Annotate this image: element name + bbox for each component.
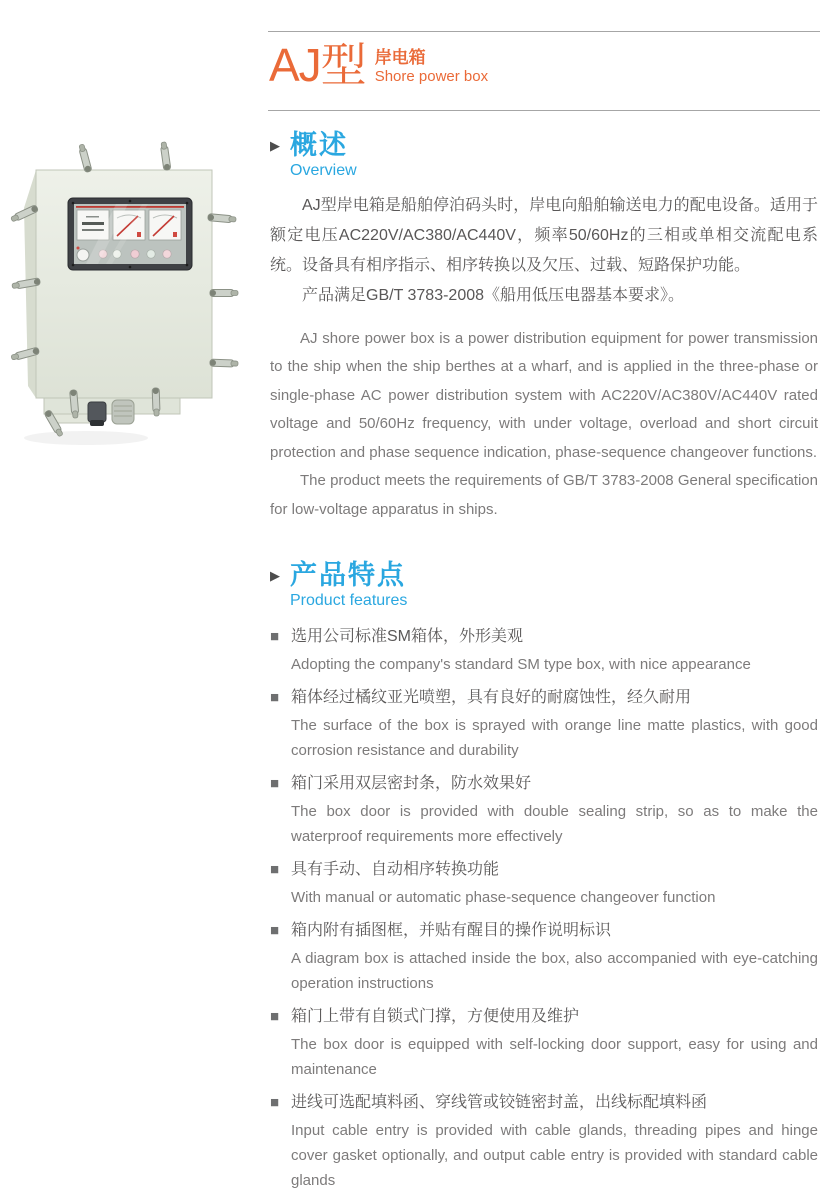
- push-button: [77, 249, 89, 261]
- cable-gland-dark: [88, 402, 106, 426]
- feature-item: [270, 1089, 818, 1193]
- product-subtitle-en: Shore power box: [374, 68, 489, 85]
- bullet-square-icon: ■: [270, 921, 280, 939]
- overview-paragraph-en-1: AJ shore power box is a power distribution equipment for power transmission to the ship when the ship berthes at a wharf, and is applied in the three-phase or single-phase AC power distribution system with AC220V/AC380V/AC440V rated voltage and 50/60Hz frequency, with under voltage, overload and short circuit protection and phase sequence indication, phase-sequence changeover functions.: [270, 329, 818, 461]
- bullet-square-icon: ■: [270, 1007, 280, 1025]
- features-title-en: Product features: [290, 592, 408, 610]
- window-red-strip: [76, 206, 184, 208]
- product-model: AJ型: [269, 39, 366, 91]
- feature-en: Adopting the company's standard SM type box, with nice appearance: [291, 655, 751, 673]
- product-subtitle: [375, 48, 488, 88]
- bullet-square-icon: ■: [270, 774, 280, 792]
- feature-zh: 箱内附有插图框，并贴有醒目的操作说明标识: [291, 921, 612, 939]
- feature-zh: 具有手动、自动相序转换功能: [291, 860, 500, 878]
- overview-paragraph-en-2: The product meets the requirements of GB/T 3783-2008 General specification for low-voltage apparatus in ships.: [270, 472, 818, 518]
- feature-item: [270, 917, 818, 996]
- feature-zh: 箱门上带有自锁式门撑，方便使用及维护: [291, 1007, 580, 1025]
- overview-title-zh: 概述: [290, 130, 348, 160]
- feature-item: [270, 770, 818, 849]
- bullet-square-icon: ■: [270, 627, 280, 645]
- feature-item: [270, 623, 818, 677]
- product-photo: [16, 148, 244, 448]
- photo-shadow: [24, 431, 148, 445]
- page-title: [269, 39, 489, 91]
- indicator-light: [77, 247, 80, 250]
- indicator-light: [131, 250, 139, 258]
- feature-zh: 进线可选配填料函、穿线管或铰链密封盖，出线标配填料函: [291, 1093, 708, 1111]
- overview-title-en: Overview: [290, 162, 357, 180]
- latch-clamp-icon: [210, 359, 238, 367]
- features-title-zh: 产品特点: [290, 560, 406, 591]
- latch-clamp-icon: [210, 290, 238, 297]
- features-section-header: [270, 561, 818, 611]
- bullet-square-icon: ■: [270, 1093, 280, 1111]
- feature-zh: 箱体经过橘纹亚光喷塑，具有良好的耐腐蚀性，经久耐用: [291, 688, 692, 706]
- feature-en: Input cable entry is provided with cable glands, threading pipes and hinge cover gasket optionally, and output cable entry is provided with standard cable glands: [291, 1121, 818, 1189]
- content-column: [270, 131, 818, 1193]
- section-marker-icon: ▶: [270, 568, 280, 584]
- feature-en: With manual or automatic phase-sequence changeover function: [291, 888, 716, 906]
- feature-item: [270, 1003, 818, 1082]
- feature-item: [270, 856, 818, 910]
- bullet-square-icon: ■: [270, 688, 280, 706]
- indicator-light: [163, 250, 171, 258]
- feature-en: A diagram box is attached inside the box, also accompanied with eye-catching operation instructions: [291, 949, 818, 992]
- latch-clamp-icon: [78, 144, 92, 173]
- feature-item: [270, 684, 818, 763]
- shore-power-box-illustration: [16, 148, 244, 448]
- latch-clamp-icon: [160, 142, 171, 171]
- top-divider: [268, 31, 820, 32]
- overview-paragraph-zh-1: AJ型岸电箱是船舶停泊码头时，岸电向船舶输送电力的配电设备。适用于额定电压AC220V/AC380/AC440V，频率50/60Hz的三相或单相交流配电系统。设备具有相序指示、相序转换以及欠压、过载、短路保护功能。: [270, 196, 818, 274]
- feature-en: The box door is equipped with self-locking door support, easy for using and maintenance: [291, 1035, 818, 1078]
- feature-en: The box door is provided with double sealing strip, so as to make the waterproof requirements more effectively: [291, 802, 818, 845]
- indicator-light: [147, 250, 155, 258]
- feature-zh: 箱门采用双层密封条，防水效果好: [291, 774, 532, 792]
- overview-paragraph-zh-2: 产品满足GB/T 3783-2008《船用低压电器基本要求》。: [302, 286, 685, 304]
- feature-en: The surface of the box is sprayed with orange line matte plastics, with good corrosion resistance and durability: [291, 716, 818, 759]
- cable-gland-metal: [112, 400, 134, 424]
- feature-list: [270, 623, 818, 1193]
- meter-window: [68, 198, 192, 270]
- feature-zh: 选用公司标准SM箱体，外形美观: [291, 627, 524, 645]
- section-marker-icon: ▶: [270, 138, 280, 153]
- overview-section-header: [270, 131, 818, 181]
- ammeter-2: [149, 210, 181, 240]
- title-divider: [268, 110, 820, 111]
- bullet-square-icon: ■: [270, 860, 280, 878]
- product-subtitle-zh: 岸电箱: [374, 47, 426, 67]
